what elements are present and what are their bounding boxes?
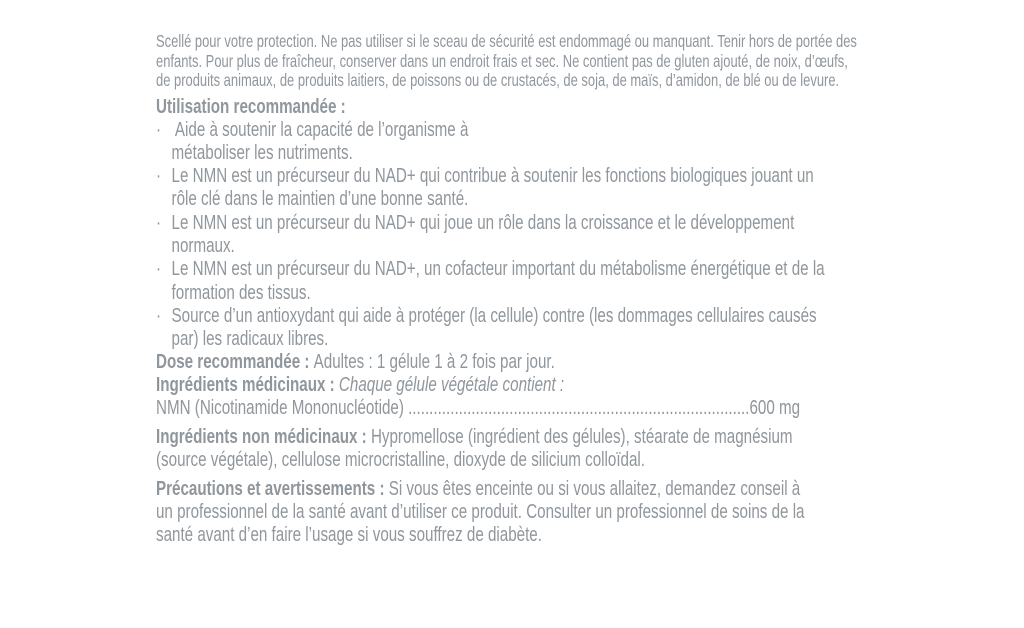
product-label-text — [156, 32, 901, 546]
dose-section — [156, 350, 901, 373]
usage-item — [156, 211, 901, 258]
usage-item — [156, 118, 901, 165]
non-medicinal-section — [156, 425, 901, 471]
usage-heading: Utilisation recommandée : — [156, 94, 346, 118]
usage-item-text: normaux. — [171, 233, 235, 257]
precautions-text: Si vous êtes enceinte ou si vous allaitez, demandez conseil à — [388, 477, 801, 501]
bullet-icon: · — [156, 257, 162, 281]
non-medicinal-text: Hypromellose (ingrédient des gélules), stéarate de magnésium — [370, 425, 793, 449]
precautions-text: un professionnel de la santé avant d’utiliser ce produit. Consulter un professionnel de soins de la — [156, 500, 805, 524]
usage-item-text: Aide à soutenir la capacité de l’organisme à — [171, 117, 469, 141]
medicinal-subtitle: Chaque gélule végétale contient : — [338, 373, 565, 397]
storage-notice — [156, 32, 901, 91]
usage-item-text: Le NMN est un précurseur du NAD+, un cofacteur important du métabolisme énergétique et de la — [171, 257, 825, 281]
notice-line: de produits animaux, de produits laitiers, de poissons ou de crustacés, de soja, de maïs, d’amidon, de blé ou de levure. — [156, 70, 840, 90]
usage-item-text: Source d’un antioxydant qui aide à protéger (la cellule) contre (les dommages cellulaires causés — [171, 303, 817, 327]
ingredient-line: NMN (Nicotinamide Mononucléotide) .................................................................................600 mg — [156, 396, 801, 420]
usage-item-text: rôle clé dans le maintien d’une bonne santé. — [171, 187, 469, 211]
medicinal-section — [156, 373, 901, 419]
usage-item-text: métaboliser les nutriments. — [171, 140, 353, 164]
usage-item-text: Le NMN est un précurseur du NAD+ qui contribue à soutenir les fonctions biologiques jouant un — [171, 164, 814, 188]
non-medicinal-label: Ingrédients non médicinaux : — [156, 425, 371, 449]
usage-item — [156, 164, 901, 211]
bullet-icon: · — [156, 117, 162, 141]
medicinal-label: Ingrédients médicinaux : — [156, 373, 339, 397]
usage-list — [156, 118, 901, 351]
notice-line: Scellé pour votre protection. Ne pas utiliser si le sceau de sécurité est endommagé ou manquant. Tenir hors de portée des — [156, 31, 857, 51]
precautions-label: Précautions et avertissements : — [156, 477, 389, 501]
dose-label: Dose recommandée : — [156, 350, 314, 374]
precautions-section — [156, 477, 901, 546]
usage-item-text: Le NMN est un précurseur du NAD+ qui joue un rôle dans la croissance et le développement — [171, 210, 795, 234]
dose-text: Adultes : 1 gélule 1 à 2 fois par jour. — [313, 350, 555, 374]
bullet-icon: · — [156, 210, 162, 234]
usage-item — [156, 304, 901, 351]
notice-line: enfants. Pour plus de fraîcheur, conserver dans un endroit frais et sec. Ne contient pas de gluten ajouté, de noix, d’œufs, — [156, 50, 848, 71]
precautions-text: santé avant d’en faire l’usage si vous souffrez de diabète. — [156, 523, 542, 547]
usage-item-text: formation des tissus. — [171, 280, 311, 304]
bullet-icon: · — [156, 164, 162, 188]
usage-item-text: par) les radicaux libres. — [171, 327, 329, 351]
non-medicinal-text: (source végétale), cellulose microcristalline, dioxyde de silicium colloïdal. — [156, 448, 646, 472]
bullet-icon: · — [156, 303, 162, 327]
usage-item — [156, 257, 901, 304]
